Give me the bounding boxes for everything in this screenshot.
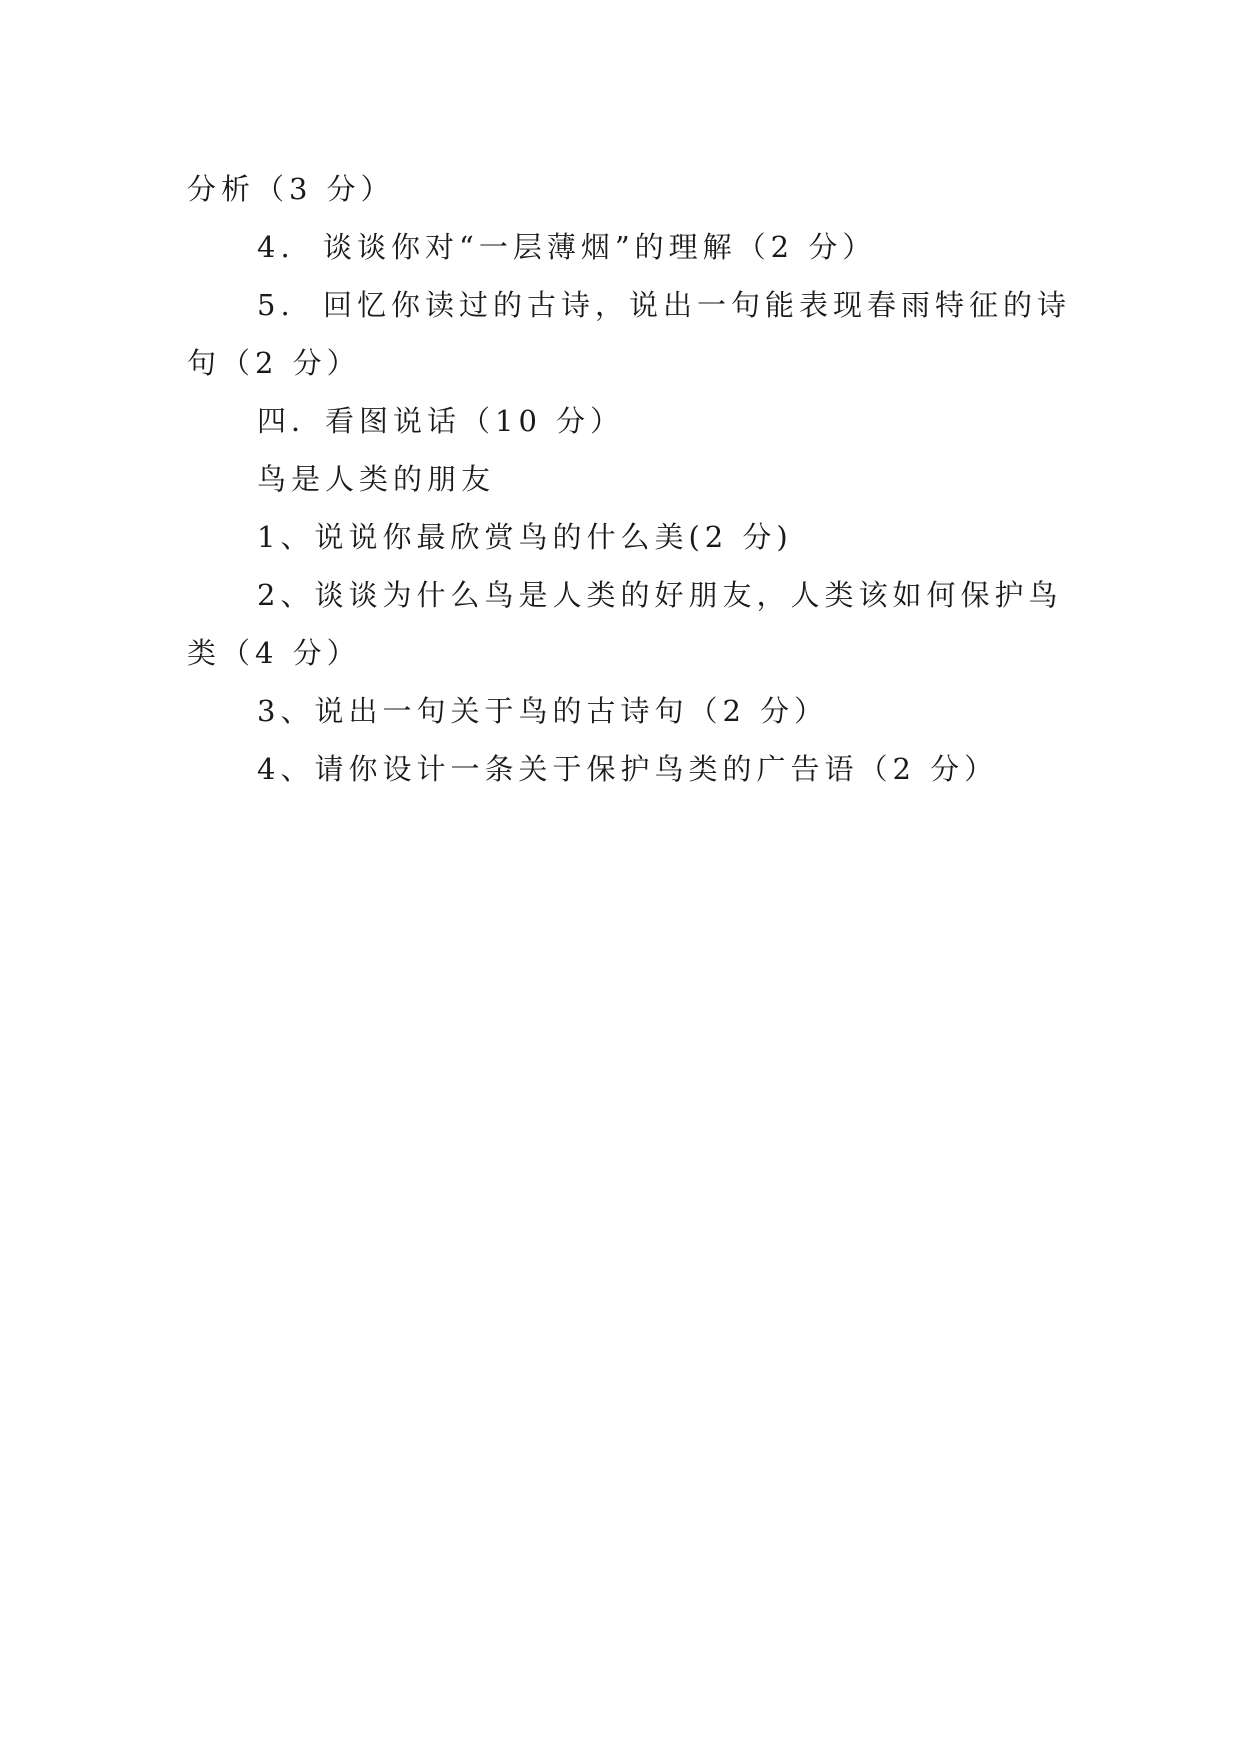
line-text: 分析（3 分）: [187, 172, 395, 206]
text-line-analysis-continued: [187, 160, 1055, 218]
document-body: [187, 160, 1072, 798]
question-number: 4.: [257, 230, 295, 264]
line-text: 类（4 分）: [187, 636, 361, 670]
question-4: [187, 218, 1055, 276]
question-text: 2、谈谈为什么鸟是人类的好朋友，人类该如何保护鸟: [257, 578, 1063, 612]
subquestion-1: [187, 508, 1055, 566]
question-text: 3、说出一句关于鸟的古诗句（2 分）: [257, 694, 829, 728]
question-text: 回忆你读过的古诗，说出一句能表现春雨特征的诗: [323, 288, 1072, 322]
subquestion-4: [187, 740, 1055, 798]
section-heading-4: [187, 392, 1055, 450]
section-title: 四．看图说话（10 分）: [257, 404, 625, 438]
question-text: 谈谈你对“一层薄烟”的理解（2 分）: [323, 230, 877, 264]
question-text: 4、请你设计一条关于保护鸟类的广告语（2 分）: [257, 752, 999, 786]
line-text: 句（2 分）: [187, 346, 361, 380]
subquestion-2-continued: [187, 624, 1055, 682]
subquestion-3: [187, 682, 1055, 740]
question-text: 1、说说你最欣赏鸟的什么美(2 分): [257, 520, 793, 554]
question-5: [187, 276, 1072, 334]
topic-text: 鸟是人类的朋友: [257, 462, 496, 496]
question-5-continued: [187, 334, 1055, 392]
section-topic: [187, 450, 1055, 508]
question-number: 5.: [257, 288, 295, 322]
subquestion-2: [187, 566, 1063, 624]
